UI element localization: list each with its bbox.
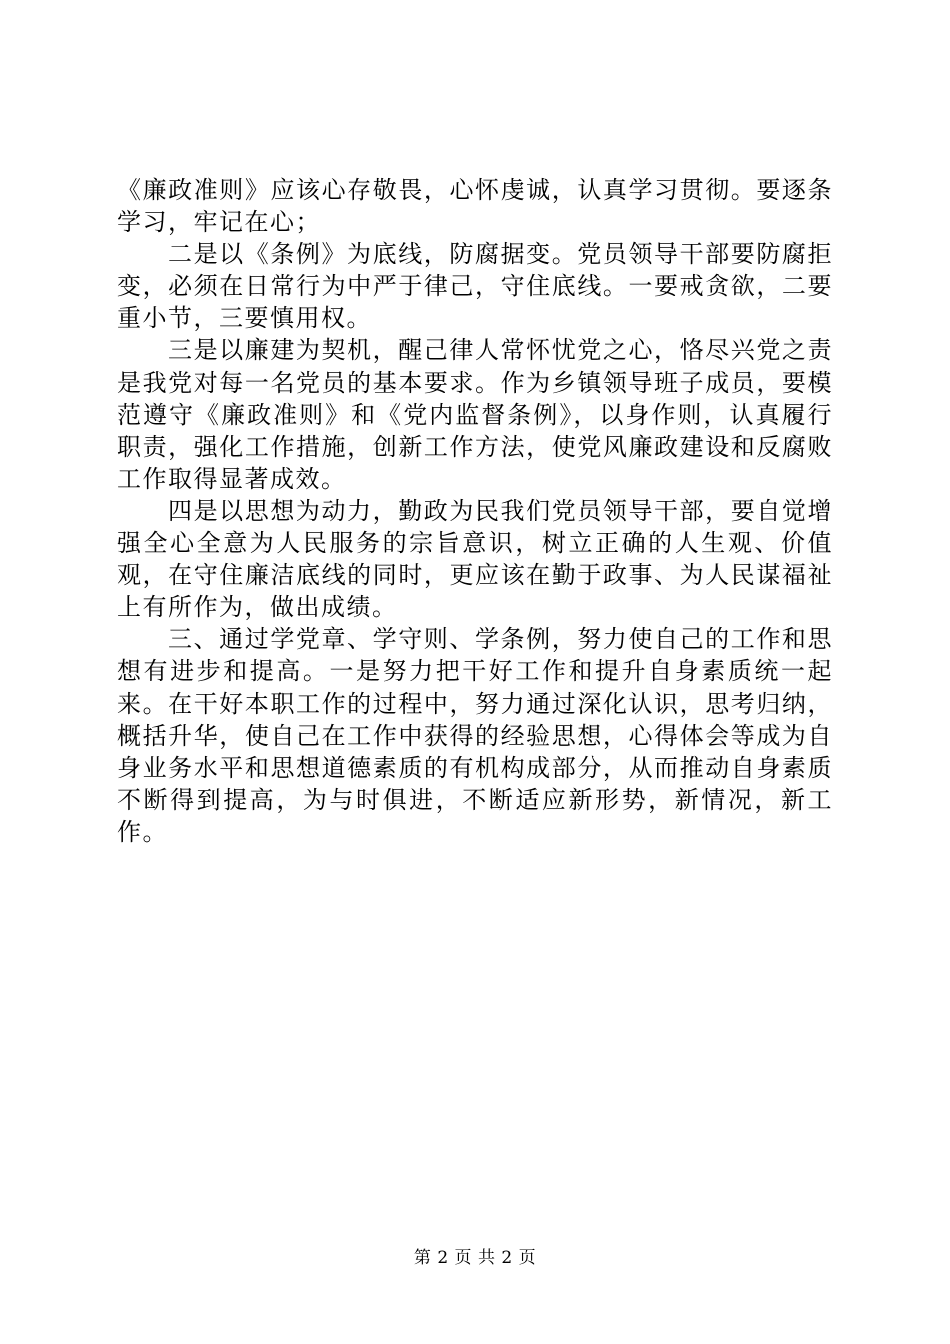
document-body [117, 174, 833, 848]
paragraph-point-four: 四是以思想为动力，勤政为民我们党员领导干部，要自觉增强全心全意为人民服务的宗旨意识，树立正确的人生观、价值观，在守住廉洁底线的同时，更应该在勤于政事、为人民谋福祉上有所作为，做出成绩。 [117, 496, 833, 622]
paragraph-section-three: 三、通过学党章、学守则、学条例，努力使自己的工作和思想有进步和提高。一是努力把干好工作和提升自身素质统一起来。在干好本职工作的过程中，努力通过深化认识，思考归纳，概括升华，使自己在工作中获得的经验思想，心得体会等成为自身业务水平和思想道德素质的有机构成部分，从而推动自身素质不断得到提高，为与时俱进，不断适应新形势，新情况，新工作。 [117, 625, 833, 846]
paragraph-continuation: 《廉政准则》应该心存敬畏，心怀虔诚，认真学习贯彻。要逐条学习，牢记在心； [117, 176, 833, 237]
page-footer: 第 2 页 共 2 页 [413, 1248, 537, 1268]
paragraph-point-two: 二是以《条例》为底线，防腐据变。党员领导干部要防腐拒变，必须在日常行为中严于律己，守住底线。一要戒贪欲，二要重小节，三要慎用权。 [117, 240, 833, 333]
paragraph-point-three: 三是以廉建为契机，醒己律人常怀忧党之心，恪尽兴党之责是我党对每一名党员的基本要求。作为乡镇领导班子成员，要模范遵守《廉政准则》和《党内监督条例》，以身作则，认真履行职责，强化工作措施，创新工作方法，使党风廉政建设和反腐败工作取得显著成效。 [117, 336, 833, 493]
